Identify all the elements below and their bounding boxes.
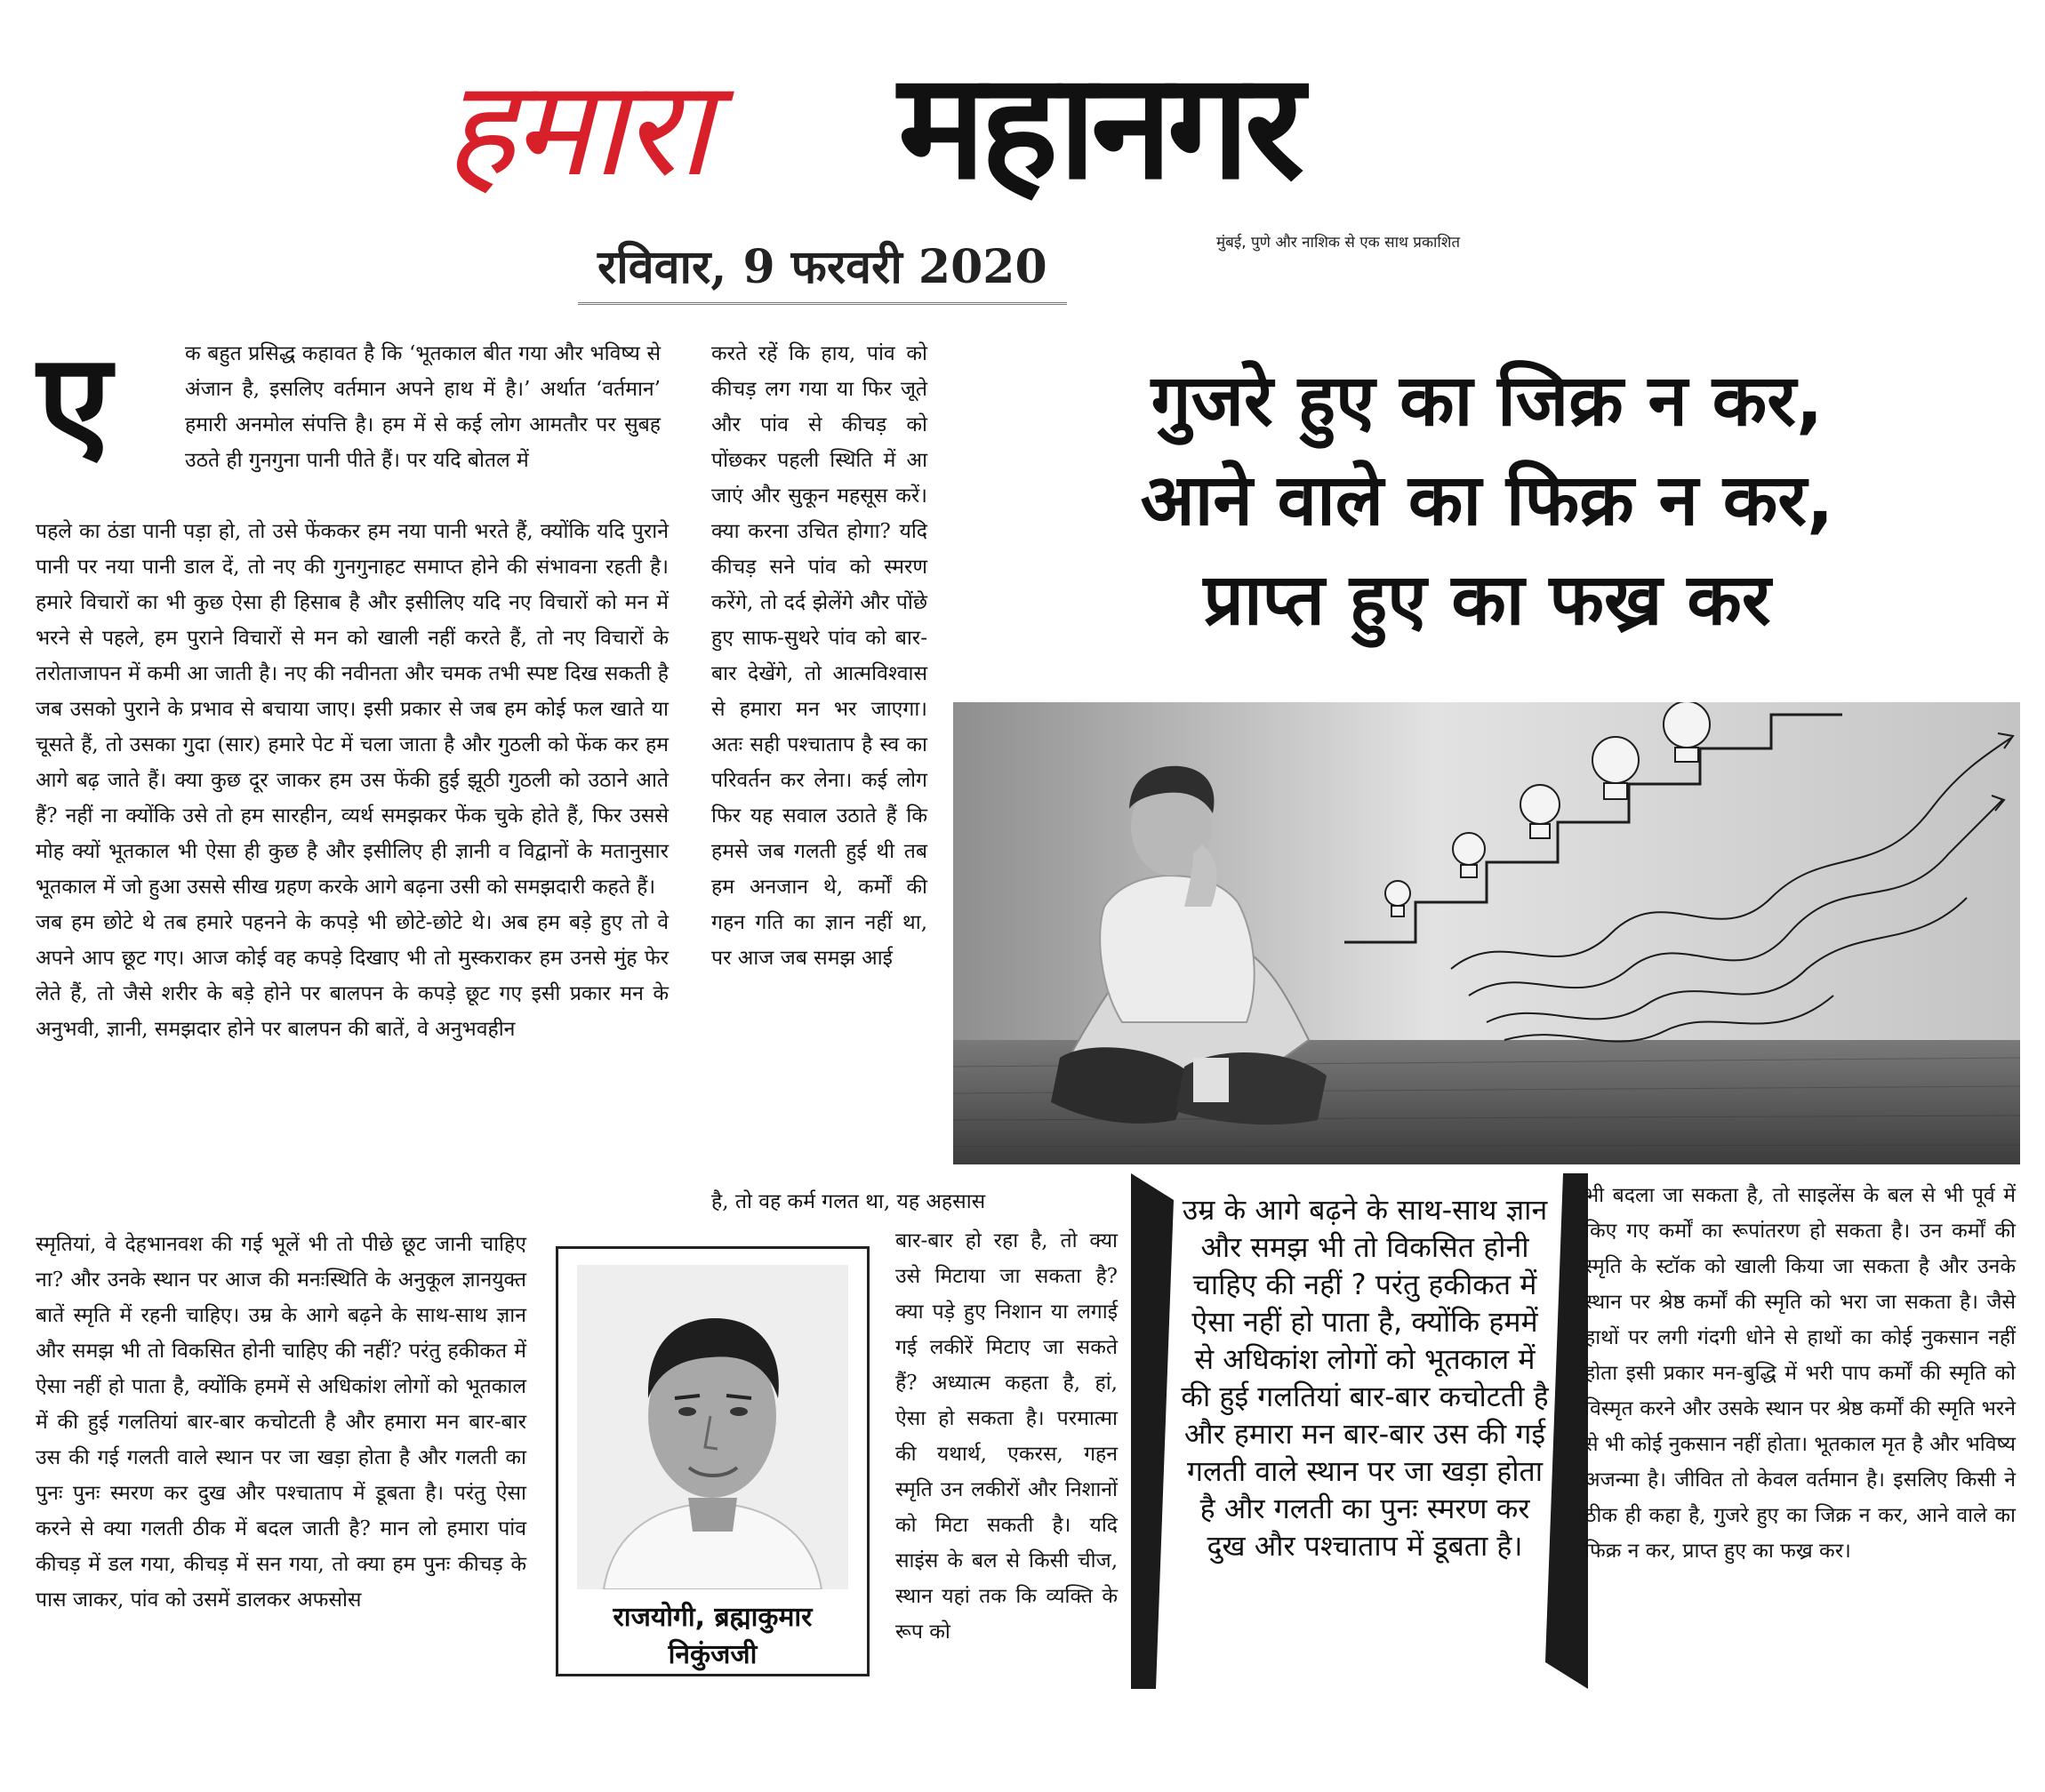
article-photo xyxy=(953,702,2020,1164)
publication-note: मुंबई, पुणे और नाशिक से एक साथ प्रकाशित xyxy=(1216,234,1461,252)
drop-cap: ए xyxy=(37,324,111,480)
article-paragraph: है, तो वह कर्म गलत था, यह अहसास xyxy=(711,1190,986,1213)
article-col1-bottom xyxy=(36,1227,526,1618)
author-portrait-image xyxy=(577,1265,848,1589)
article-paragraph: पहले का ठंडा पानी पड़ा हो, तो उसे फेंककर हम नया पानी भरते हैं, क्योंकि यदि पुराने पानी पर नया पानी डाल दें, तो नए की गुनगुनाहट समाप्त होने की संभावना रहती है। हमारे विचारों का भी कुछ ऐसा ही हिसाब है और इसीलिए यदि नए विचारों को मन में भरने से पहले, हम पुराने विचारों से मन को खाली नहीं करते हैं, तो नए विचारों के तरोताजापन में कमी आ जाती है। नए की नवीनता और चमक तभी स्पष्ट दिख सकती है जब उसको पुराने के प्रभाव से बचाया जाए। इसी प्रकार से जब हम कोई फल खाते या चूसते हैं, तो उसका गुदा (सार) हमारे पेट में चला जाता है और गुठली को फेंक कर हम आगे बढ़ जाते हैं। क्या कुछ दूर जाकर हम उस फेंकी हुई झूठी गुठली को उठाने आते हैं? नहीं ना क्योंकि उसे तो हम सारहीन, व्यर्थ समझकर फेंक चुके होते हैं, फिर उससे मोह क्यों भूतकाल भी ऐसा ही कुछ है और इसीलिए ही ज्ञानी व विद्वानों के मतानुसार भूतकाल में जो हुआ उससे सीख ग्रहण करके आगे बढ़ना उसी को समझदारी कहते हैं। xyxy=(36,520,669,899)
man-with-lightbulbs-illustration xyxy=(953,702,2020,1164)
quote-mark-right-icon xyxy=(1545,1173,1588,1689)
headline-line: आने वाले का फिक्र न कर, xyxy=(1140,459,1834,541)
article-paragraph: बार-बार हो रहा है, तो क्या उसे मिटाया जा सकता है? क्या पड़े हुए निशान या लगाई गई लकीरें मिटाए जा सकते हैं? अध्यात्म कहता है, हां, ऐसा हो सकता है। परमात्मा की यथार्थ, एकरस, गहन स्मृति उन लकीरों और निशानों को मिटा सकती है। यदि साइंस के बल से किसी चीज, स्थान यहां तक कि व्यक्ति के रूप को xyxy=(895,1229,1118,1644)
article-paragraph: जब हम छोटे थे तब हमारे पहनने के कपड़े भी छोटे-छोटे थे। अब हम बड़े हुए तो वे अपने आप छूट गए। आज कोई वह कपड़े दिखाए भी तो मुस्कराकर हम उनसे मुंह फेर लेते हैं, तो जैसे शरीर के बड़े होने पर बालपन के कपड़े छूट गए इसी प्रकार मन के अनुभवी, ज्ञानी, समझदार होने पर बालपन की बातें, वे अनुभवहीन xyxy=(36,911,669,1041)
article-paragraph: क बहुत प्रसिद्ध कहावत है कि ‘भूतकाल बीत गया और भविष्य से अंजान है, इसलिए वर्तमान अपने हाथ में है।’ अर्थात ‘वर्तमान’ हमारी अनमोल संपत्ति है। हम में से कई लोग आमतौर पर सुबह उठते ही गुनगुना पानी पीते हैं। पर यदि बोतल में xyxy=(185,342,661,472)
quote-mark-left-icon xyxy=(1131,1173,1174,1689)
author-name-text: निकुंजजी xyxy=(668,1639,758,1670)
article-col2-top xyxy=(711,336,927,976)
issue-date: रविवार, 9 फरवरी 2020 xyxy=(578,234,1067,305)
masthead-name-part2: महानगर xyxy=(898,41,1299,212)
headline xyxy=(956,351,2018,650)
article-col2-bottom xyxy=(895,1223,1118,1650)
article-paragraph: स्मृतियां, वे देहभानवश की गई भूलें भी तो पीछे छूट जानी चाहिए ना? और उनके स्थान पर आज की मनःस्थिति के अनुकूल ज्ञानयुक्त बातें स्मृति में रहनी चाहिए। उम्र के आगे बढ़ने के साथ-साथ ज्ञान और समझ भी तो विकसित होनी चाहिए की नहीं? परंतु हकीकत में ऐसा नहीं हो पाता है, क्योंकि हममें से अधिकांश लोगों को भूतकाल में की हुई गलतियां बार-बार कचोटती है और हमारा मन बार-बार उस की गई गलती वाले स्थान पर जा खड़ा होता है और गलती का पुनः पुनः स्मरण कर दुख और पश्चाताप में डूबता है। परंतु ऐसा करने से क्या गलती ठीक में बदल जाती है? मान लो हमारा पांव कीचड़ में डल गया, कीचड़ में सन गया, तो क्या हम पुनः कीचड़ के पास जाकर, पांव को उसमें डालकर अफसोस xyxy=(36,1233,526,1612)
masthead-name-part1: हमारा xyxy=(445,52,709,206)
author-portrait xyxy=(577,1265,848,1589)
headline-line: गुजरे हुए का जिक्र न कर, xyxy=(1151,359,1824,442)
author-name xyxy=(558,1599,867,1674)
author-title: राजयोगी, ब्रह्माकुमार xyxy=(613,1602,813,1633)
author-box xyxy=(556,1246,870,1676)
article-col4 xyxy=(1584,1178,2016,1569)
article-col1-main xyxy=(36,514,669,1047)
article-paragraph: करते रहें कि हाय, पांव को कीचड़ लग गया या फिर जूते और पांव से कीचड़ को पोंछकर पहली स्थिति में आ जाएं और सुकून महसूस करें। क्या करना उचित होगा? यदि कीचड़ सने पांव को स्मरण करेंगे, तो दर्द झेलेंगे और पोंछे हुए साफ-सुथरे पांव को बार-बार देखेंगे, तो आत्मविश्वास से हमारा मन भर जाएगा। अतः सही पश्चाताप है स्व का परिवर्तन कर लेना। कई लोग फिर यह सवाल उठाते हैं कि हमसे जब गलती हुई थी तब हम अनजान थे, कर्मों की गहन गति का ज्ञान नहीं था, पर आज जब समझ आई xyxy=(711,342,927,970)
article-col1-top xyxy=(185,336,661,478)
headline-line: प्राप्त हुए का फख्र कर xyxy=(1203,558,1771,641)
article-paragraph: भी बदला जा सकता है, तो साइलेंस के बल से भी पूर्व में किए गए कर्मों का रूपांतरण हो सकता है। उन कर्मों की स्मृति के स्टॉक को खाली किया जा सकता है और उनके स्थान पर श्रेष्ठ कर्मों की स्मृति को भरा जा सकता है। जैसे हाथों पर लगी गंदगी धोने से हाथों का कोई नुकसान नहीं होता इसी प्रकार मन-बुद्धि में भरी पाप कर्मों की स्मृति को विस्मृत करने और उसके स्थान पर श्रेष्ठ कर्मों की स्मृति भरने से भी कोई नुकसान नहीं होता। भूतकाल मृत है और भविष्य अजन्मा है। जीवित तो केवल वर्तमान है। इसलिए किसी ने ठीक ही कहा है, गुजरे हुए का जिक्र न कर, आने वाले का फिक्र न कर, प्राप्त हुए का फख्र कर। xyxy=(1584,1184,2016,1563)
article-col2-wide xyxy=(711,1184,1111,1220)
pull-quote: उम्र के आगे बढ़ने के साथ-साथ ज्ञान और समझ भी तो विकसित होनी चाहिए की नहीं ? परंतु हकीकत में ऐसा नहीं हो पाता है, क्योंकि हममें से अधिकांश लोगों को भूतकाल में की हुई गलतियां बार-बार कचोटती है और हमारा मन बार-बार उस की गई गलती वाले स्थान पर जा खड़ा होता है और गलती का पुनः स्मरण कर दुख और पश्चाताप में डूबता है। xyxy=(1181,1193,1549,1563)
